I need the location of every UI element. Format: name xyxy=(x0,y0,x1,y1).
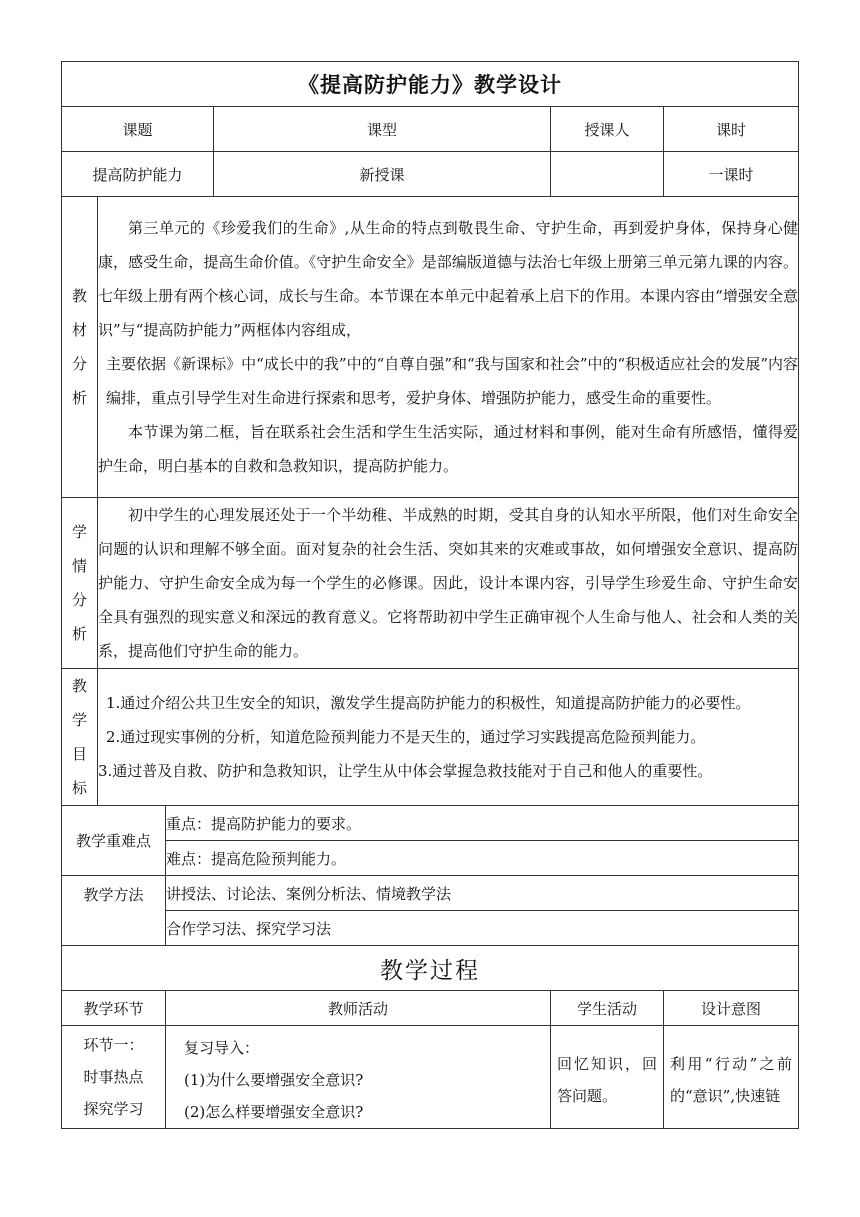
process-header-intent: 设计意图 xyxy=(664,991,799,1026)
key-points-row-2 xyxy=(62,841,799,876)
textbook-analysis-p1: 第三单元的《珍爱我们的生命》,从生命的特点到敬畏生命、守护生命，再到爱护身体，保持身心健康，感受生命，提高生命价值。《守护生命安全》是部编版道德与法治七年级上册第三单元第九课的内容。七年级上册有两个核心词，成长与生命。本节课在本单元中起着承上启下的作用。本课内容由“增强安全意识”与“提高防护能力”两框体内容组成， xyxy=(98,219,799,339)
info-type: 新授课 xyxy=(214,152,551,197)
student-analysis-label: 学 情 分 析 xyxy=(62,498,98,669)
difficulty-point: 难点：提高危险预判能力。 xyxy=(166,841,799,876)
info-topic: 提高防护能力 xyxy=(62,152,214,197)
objective-1: 1.通过介绍公共卫生安全的知识，激发学生提高防护能力的积极性，知道提高防护能力的必要性。 xyxy=(106,694,751,712)
student-analysis-row xyxy=(62,498,799,669)
student-analysis-content xyxy=(98,498,799,669)
textbook-analysis-label: 教 材 分 析 xyxy=(62,197,98,498)
method-1: 讲授法、讨论法、案例分析法、情境教学法 xyxy=(166,876,799,911)
teacher-activity-cell: 复习导入： (1)为什么要增强安全意识? (2)怎么样要增强安全意识? xyxy=(166,1026,551,1129)
student-activity-cell: 回忆知识，回答问题。 xyxy=(551,1026,664,1129)
process-title: 教学过程 xyxy=(62,946,799,991)
process-header-stage: 教学环节 xyxy=(62,991,166,1026)
header-teacher: 授课人 xyxy=(551,107,664,152)
info-hours: 一课时 xyxy=(664,152,799,197)
student-analysis-p1: 初中学生的心理发展还处于一个半幼稚、半成熟的时期，受其自身的认知水平所限，他们对生命安全问题的认识和理解不够全面。面对复杂的社会生活、突如其来的灾难或事故，如何增强安全意识、提高防护能力、守护生命安全成为每一个学生的必修课。因此，设计本课内容，引导学生珍爱生命、守护生命安全具有强烈的现实意义和深远的教育意义。它将帮助初中学生正确审视个人生命与他人、社会和人类的关系，提高他们守护生命的能力。 xyxy=(98,506,799,660)
textbook-analysis-p2: 主要依据《新课标》中“成长中的我”中的“自尊自强”和“我与国家和社会”中的“积极适应社会的发展”内容编排，重点引导学生对生命进行探索和思考，爱护身体、增强防护能力，感受生命的重要性。 xyxy=(106,355,799,407)
textbook-analysis-p3: 本节课为第二框，旨在联系社会生活和学生生活实际，通过材料和事例，能对生命有所感悟，懂得爱护生命，明白基本的自救和急救知识，提高防护能力。 xyxy=(98,423,799,475)
lesson-plan-table xyxy=(61,61,799,1129)
document-title: 《提高防护能力》教学设计 xyxy=(62,62,799,107)
stage-cell: 环节一： 时事热点 探究学习 xyxy=(62,1026,166,1129)
process-header-student: 学生活动 xyxy=(551,991,664,1026)
objectives-row xyxy=(62,669,799,806)
textbook-analysis-content xyxy=(98,197,799,498)
method-2: 合作学习法、探究学习法 xyxy=(166,911,799,946)
info-teacher xyxy=(551,152,664,197)
methods-row-2 xyxy=(62,911,799,946)
process-header-row xyxy=(62,991,799,1026)
methods-row-1 xyxy=(62,876,799,911)
header-topic: 课题 xyxy=(62,107,214,152)
methods-label: 教学方法 xyxy=(62,876,166,946)
header-type: 课型 xyxy=(214,107,551,152)
objectives-content xyxy=(98,669,799,806)
objective-3: 3.通过普及自救、防护和急救知识，让学生从中体会掌握急救技能对于自己和他人的重要性。 xyxy=(98,762,713,780)
header-hours: 课时 xyxy=(664,107,799,152)
process-row-1 xyxy=(62,1026,799,1129)
key-point: 重点：提高防护能力的要求。 xyxy=(166,806,799,841)
objectives-label: 教 学 目 标 xyxy=(62,669,98,806)
process-header-teacher: 教师活动 xyxy=(166,991,551,1026)
design-intent-cell: 利用“行动”之前的“意识”,快速链 xyxy=(664,1026,799,1129)
key-points-label: 教学重难点 xyxy=(62,806,166,876)
textbook-analysis-row xyxy=(62,197,799,498)
header-row xyxy=(62,107,799,152)
objective-2: 2.通过现实事例的分析，知道危险预判能力不是天生的，通过学习实践提高危险预判能力。 xyxy=(106,728,706,746)
info-row xyxy=(62,152,799,197)
key-points-row-1 xyxy=(62,806,799,841)
